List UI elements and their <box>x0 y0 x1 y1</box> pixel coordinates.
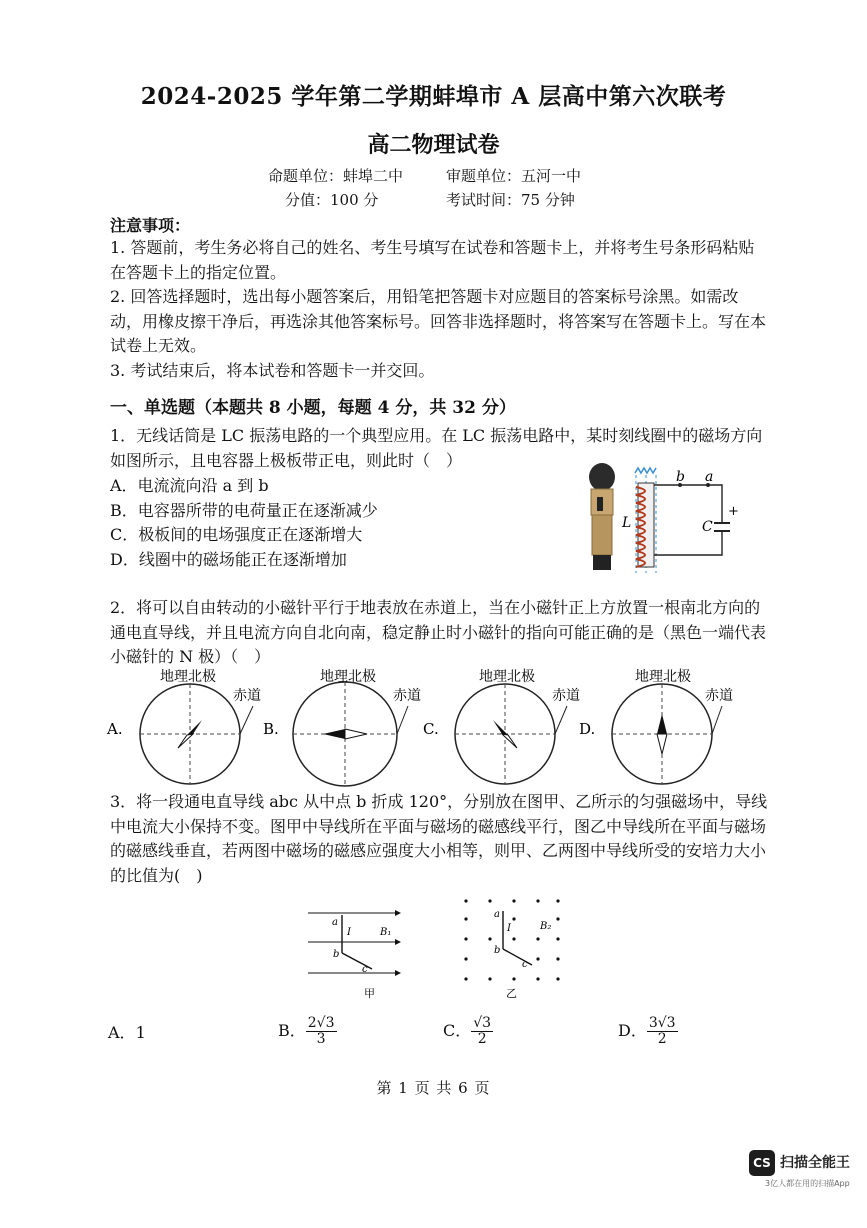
equator-label: 赤道 <box>552 688 580 704</box>
compass-options-figure <box>105 662 733 787</box>
option-c: C．极板间的电场强度正在逐渐增大 <box>110 525 363 544</box>
label-C: C <box>702 519 713 535</box>
option-d: D．线圈中的磁场能正在逐渐增加 <box>110 549 347 569</box>
notice-heading: 注意事项： <box>110 216 191 235</box>
exam-title: 2024-2025 学年第二学期蚌埠市 A 层高中第六次联考 <box>140 83 727 110</box>
label-I: I <box>507 923 511 934</box>
notice-item: 3. 考试结束后，将本试卷和答题卡一并交回。 <box>110 360 435 380</box>
q3-option-a: A．1 <box>108 1023 146 1042</box>
equator-label: 赤道 <box>393 688 421 704</box>
microphone-image <box>589 463 615 570</box>
north-label: 地理北极 <box>160 669 216 685</box>
notice-item: 1. 答题前，考生务必将自己的姓名、考生号填写在试卷和答题卡上，并将考生号条形码粘贴在答题卡上的指定位置。 <box>110 238 755 282</box>
label-a: a <box>332 917 338 928</box>
author-unit: 命题单位：蚌埠二中 <box>268 167 404 185</box>
compass-option-d <box>579 668 733 784</box>
label-c: c <box>362 964 368 975</box>
label-plus: + <box>728 504 739 519</box>
option-a: A．电流流向沿 a 到 b <box>110 476 269 495</box>
figure-jia <box>308 913 400 1000</box>
notice-list <box>110 236 770 383</box>
label-b: b <box>494 945 501 956</box>
label-c: c <box>522 959 528 970</box>
time-info: 考试时间：75 分钟 <box>446 191 575 209</box>
label-b: b <box>676 469 685 485</box>
notice-item: 2. 回答选择题时，选出每小题答案后，用铅笔把答题卡对应题目的答案标号涂黑。如需改动，用橡皮擦干净后，再选涂其他答案标号。回答非选择题时，将答案写在答题卡上。写在本试卷上无效。 <box>110 287 767 355</box>
equator-label: 赤道 <box>705 688 733 704</box>
north-label: 地理北极 <box>320 669 376 685</box>
compass-option-c <box>423 668 580 784</box>
caption-jia: 甲 <box>364 987 375 1000</box>
equator-label: 赤道 <box>233 688 261 704</box>
question-1-options <box>110 474 550 572</box>
label-B1: B₁ <box>380 927 392 938</box>
north-label: 地理北极 <box>635 669 691 685</box>
score-info: 分值：100 分 <box>285 191 379 209</box>
inductor-coil <box>635 468 656 573</box>
north-label: 地理北极 <box>479 669 535 685</box>
scanner-logo: CS <box>749 1150 775 1176</box>
compass-option-a <box>106 668 261 784</box>
magnetic-field-figures <box>300 895 580 1005</box>
option-label-a: A. <box>107 720 123 738</box>
lc-circuit-figure <box>580 455 740 580</box>
compass-option-b <box>263 668 421 786</box>
scanner-tagline: 3亿人都在用的扫描App <box>765 1179 850 1188</box>
caption-yi: 乙 <box>506 987 517 1000</box>
label-a: a <box>705 469 714 485</box>
q3-option-d: D． $\frac{3√3}{2}$ <box>618 1015 676 1047</box>
label-I: I <box>347 927 351 938</box>
label-a: a <box>494 909 500 920</box>
label-L: L <box>622 515 632 531</box>
q3-option-c: C． $\frac{√3}{2}$ <box>443 1015 492 1047</box>
question-3-stem: 3．将一段通电直导线 abc 从中点 b 折成 120°，分别放在图甲、乙所示的匀强磁场中，导线中电流大小保持不变。图甲中导线所在平面与磁场的磁感线平行，图乙中导线所在平面与磁场的磁感线垂直，若两图中磁场的磁感应强度大小相等，则甲、乙两图中导线所受的安培力大小的比值为( ) <box>110 792 768 885</box>
exam-subtitle: 高二物理试卷 <box>367 132 500 158</box>
scanner-app-name: 扫描全能王 <box>780 1155 850 1171</box>
review-unit: 审题单位：五河一中 <box>446 167 582 185</box>
option-b: B．电容器所带的电荷量正在逐渐减少 <box>110 500 378 520</box>
q3-option-b: B． $\frac{2√3}{3}$ <box>278 1015 335 1047</box>
question-1-stem: 1．无线话筒是 LC 振荡电路的一个典型应用。在 LC 振荡电路中，某时刻线圈中的磁场方向如图所示，且电容器上极板带正电，则此时（ ） <box>110 426 763 470</box>
page-number: 第 1 页 共 6 页 <box>376 1079 491 1097</box>
section-heading: 一、单选题（本题共 8 小题，每题 4 分，共 32 分） <box>110 398 516 418</box>
label-b: b <box>333 949 340 960</box>
option-label-c: C. <box>423 720 439 738</box>
question-2-stem: 2．将可以自由转动的小磁针平行于地表放在赤道上，当在小磁针正上方放置一根南北方向的通电直导线，并且电流方向自北向南，稳定静止时小磁针的指向可能正确的是（黑色一端代表小磁针的 N 极）（ ） <box>110 598 767 666</box>
option-label-b: B. <box>263 720 279 738</box>
option-label-d: D. <box>579 720 596 738</box>
figure-yi <box>464 899 559 1000</box>
label-B2: B₂ <box>540 921 552 932</box>
